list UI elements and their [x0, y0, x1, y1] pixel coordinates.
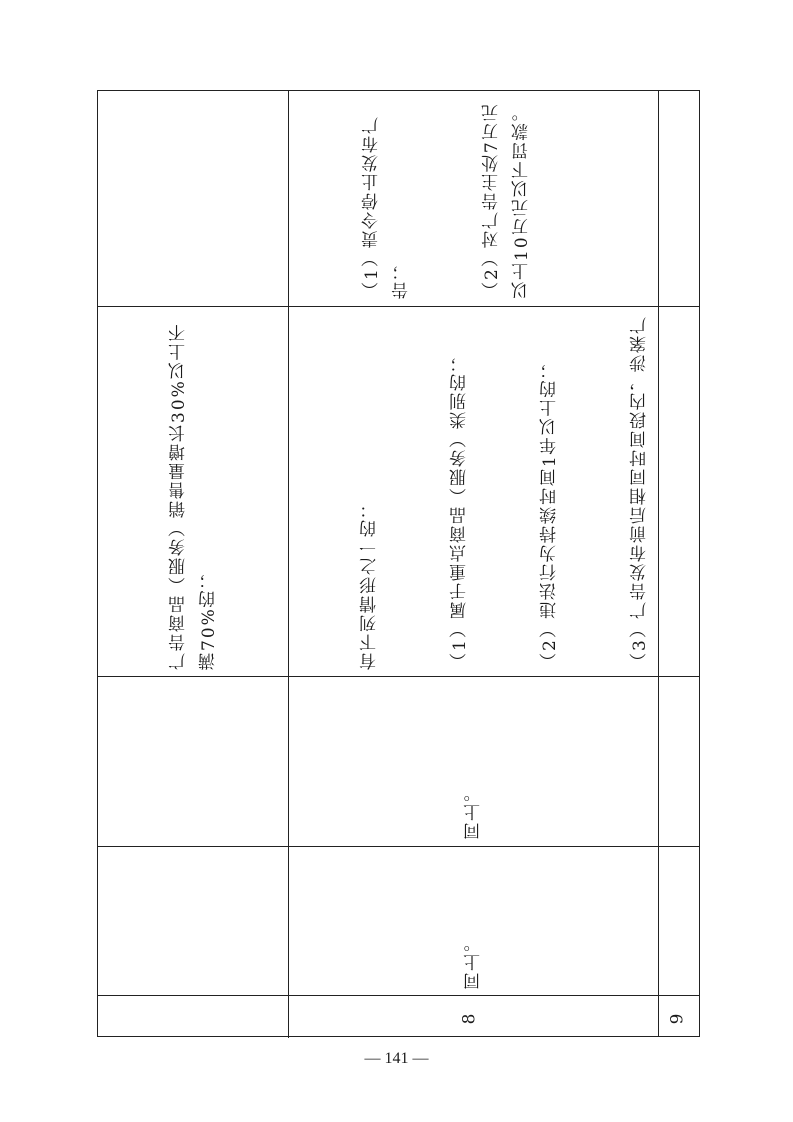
basis-cell-8: [289, 848, 658, 994]
type-cell-8: [289, 678, 658, 844]
type-cell-9: [658, 678, 701, 844]
penalty-table: [97, 90, 700, 1037]
content-line: （1）属于重点商品（服务）类别的；: [450, 353, 470, 670]
row-number: 8: [459, 1013, 480, 1025]
basis-text: 同上。: [464, 933, 484, 990]
content-line: 有下列情形之一的：: [360, 499, 380, 670]
row-continued: [98, 91, 288, 1038]
content-cell-8: [289, 308, 658, 674]
row-8: [288, 91, 658, 1038]
type-text: 同上。: [464, 783, 484, 840]
content-cell-continued: [98, 308, 288, 674]
content-cell-9: [658, 308, 701, 674]
penalty-cell-9: [658, 93, 701, 303]
row-number: 9: [667, 1013, 688, 1025]
content-line: 广告商品（服务）销售量增长30%以上不满70%的；: [169, 322, 219, 670]
penalty-line: （2）对广告主处7万元以上10万元以下罚款。: [482, 102, 532, 299]
content-line: （3）广告发布前后相同时间段内，涉案广: [630, 315, 650, 670]
basis-cell-9: [658, 848, 701, 994]
content-line: （2）违法行为持续时间1年以上的；: [540, 359, 560, 670]
penalty-cell-8: [289, 93, 658, 303]
penalty-line: （1）责令停止发布广告；: [362, 115, 412, 299]
page-number: — 141 —: [364, 1050, 429, 1067]
row-9: [658, 91, 701, 1038]
